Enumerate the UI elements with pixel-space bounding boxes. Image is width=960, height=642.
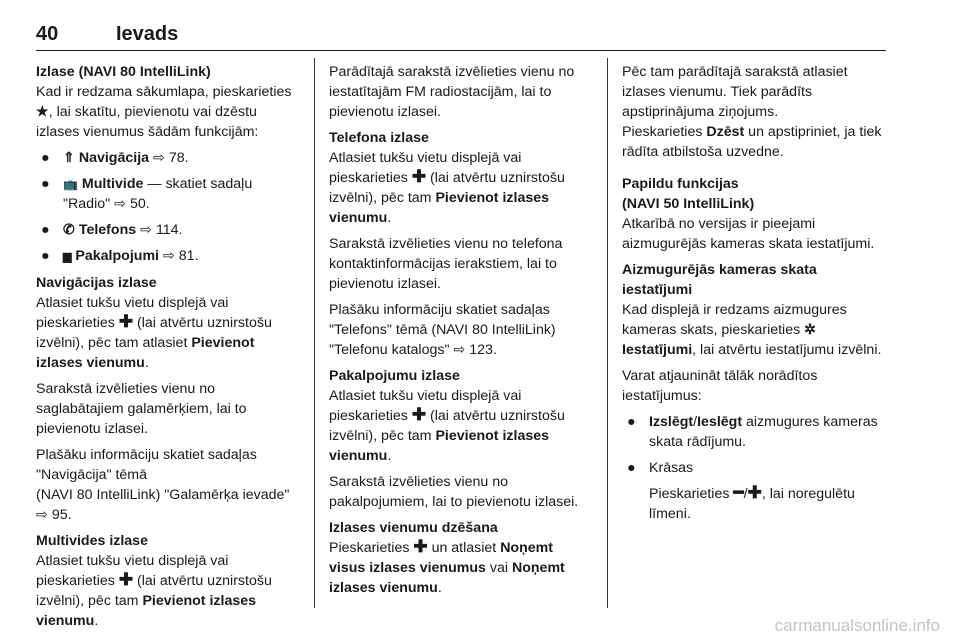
plus-icon: ✚ xyxy=(411,405,427,424)
page-title: Ievads xyxy=(116,23,179,45)
list-item: ● Krāsas xyxy=(627,460,694,476)
section-heading: Multivides izlase xyxy=(36,533,148,549)
paragraph: Sarakstā izvēlieties vienu no saglabātajiem galamērķiem, lai to pievienotu izlasei. xyxy=(36,381,247,437)
watermark: carmanualsonline.info xyxy=(774,616,940,635)
minus-icon: ━ xyxy=(733,483,744,502)
paragraph: Atlasiet tukšu vietu displejā vai pieskarieties ✚ (lai atvērtu uznirstošu izvēlni), pēc tam Pievienot izlases vienumu. xyxy=(329,388,565,464)
paragraph: Atlasiet tukšu vietu displejā vai pieskarieties ✚ (lai atvērtu uznirstošu izvēlni), pēc tam Pievienot izlases vienumu. xyxy=(329,150,565,226)
page-ref-icon: ⇨ xyxy=(140,222,152,238)
paragraph: Varat atjaunināt tālāk norādītos iestatījumus: xyxy=(622,368,818,404)
paragraph: Plašāku informāciju skatiet sadaļas "Navigācija" tēmā (NAVI 80 IntelliLink) "Galamērķa ievade" ⇨ 95. xyxy=(36,447,290,523)
list-item: ● 📺 Multivide — skatiet sadaļu "Radio" ⇨ 50. xyxy=(41,176,253,212)
navigation-arrow-icon: ⇑ xyxy=(63,150,75,166)
page-ref-icon: ⇨ xyxy=(162,248,175,264)
paragraph: Sarakstā izvēlieties vienu no pakalpojumiem, lai to pievienotu izlasei. xyxy=(329,474,579,510)
services-icon: ▆ xyxy=(63,251,72,263)
favourites-list xyxy=(36,148,300,267)
paragraph: Kad ir redzama sākumlapa, pieskarieties ★, lai skatītu, pievienotu vai dzēstu izlases vienumus šādām funkcijām: xyxy=(36,84,292,140)
plus-icon: ✚ xyxy=(118,312,134,331)
multimedia-icon: 📺 xyxy=(63,177,78,191)
list-item: ● Izslēgt/Ieslēgt aizmugures kameras skata rādījumu. xyxy=(627,414,878,450)
paragraph: Pieskarieties ━/✚, lai noregulētu līmeni. xyxy=(649,483,855,522)
section-heading: Telefona izlase xyxy=(329,130,429,146)
page-number: 40 xyxy=(36,23,59,45)
paragraph: Atkarībā no versijas ir pieejami aizmugurējās kameras skata iestatījumi. xyxy=(622,216,875,252)
page-ref-icon: ⇨ xyxy=(114,196,126,212)
column-3 xyxy=(622,62,888,530)
page-ref-icon: ⇨ xyxy=(36,507,48,523)
plus-icon: ✚ xyxy=(747,483,762,502)
list-item: ● ⇑ Navigācija ⇨ 78. xyxy=(41,150,189,166)
page-header xyxy=(36,22,886,51)
paragraph: Parādītajā sarakstā izvēlieties vienu no iestatītajām FM radiostacijām, lai to pievienotu izlasei. xyxy=(329,64,575,120)
plus-icon: ✚ xyxy=(411,167,427,186)
section-heading: Izlases vienumu dzēšana xyxy=(329,520,498,536)
list-item: ● ✆ Telefons ⇨ 114. xyxy=(41,222,183,238)
paragraph: Pēc tam parādītajā sarakstā atlasiet izlases vienumu. Tiek parādīts apstiprinājuma ziņojums. xyxy=(622,64,848,120)
star-icon: ★ xyxy=(36,104,49,120)
paragraph: Atlasiet tukšu vietu displejā vai pieskarieties ✚ (lai atvērtu uznirstošu izvēlni), pēc tam Pievienot izlases vienumu. xyxy=(36,553,272,629)
paragraph: Sarakstā izvēlieties vienu no telefona kontaktinformācijas ierakstiem, lai to pievienotu izlasei. xyxy=(329,236,563,292)
list-item: ● ▆ Pakalpojumi ⇨ 81. xyxy=(36,246,300,267)
gear-icon: ✲ xyxy=(804,322,817,338)
paragraph: Atlasiet tukšu vietu displejā vai pieskarieties ✚ (lai atvērtu uznirstošu izvēlni), pēc tam atlasiet Pievienot izlases vienumu. xyxy=(36,295,272,371)
column-divider xyxy=(314,58,315,608)
section-heading: Aizmugurējās kameras skata iestatījumi xyxy=(622,262,817,298)
page-ref-icon: ⇨ xyxy=(153,150,165,166)
section-heading: Izlase (NAVI 80 IntelliLink) xyxy=(36,64,211,80)
column-divider xyxy=(607,58,608,608)
paragraph: Kad displejā ir redzams aizmugures kameras skats, pieskarieties ✲Iestatījumi, lai atvērtu iestatījumu izvēlni. xyxy=(622,302,882,358)
page-ref-icon: ⇨ xyxy=(453,342,466,358)
settings-list xyxy=(622,412,888,478)
paragraph: Pieskarieties ✚ un atlasiet Noņemt visus izlases vienumus vai Noņemt izlases vienumu. xyxy=(329,537,565,596)
section-heading: Pakalpojumu izlase xyxy=(329,368,460,384)
plus-icon: ✚ xyxy=(118,570,134,589)
section-heading: Papildu funkcijas (NAVI 50 IntelliLink) xyxy=(622,176,755,212)
column-2 xyxy=(329,62,593,604)
paragraph: Pieskarieties Dzēst un apstipriniet, ja tiek rādīta atbilstoša uzvedne. xyxy=(622,124,882,160)
column-1 xyxy=(36,62,300,637)
phone-icon: ✆ xyxy=(63,222,75,238)
paragraph: Plašāku informāciju skatiet sadaļas "Telefons" tēmā (NAVI 80 IntelliLink) "Telefonu katalogs" ⇨ 123. xyxy=(329,302,556,358)
section-heading: Navigācijas izlase xyxy=(36,275,157,291)
plus-icon: ✚ xyxy=(413,537,428,556)
